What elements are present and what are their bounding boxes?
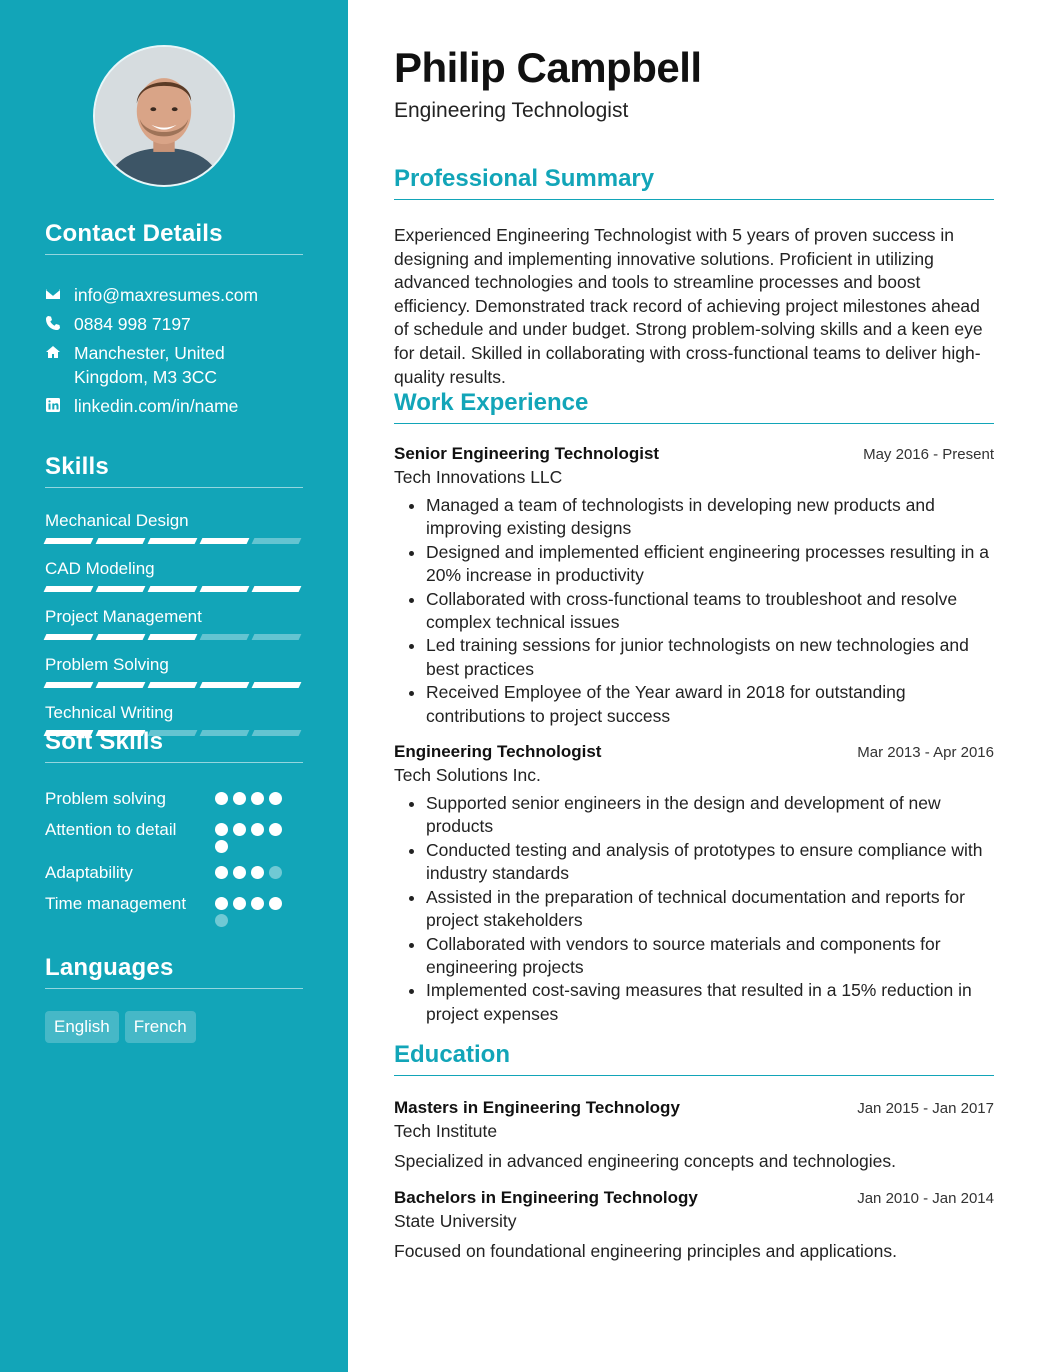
skill-level-segment (96, 682, 146, 688)
skill-level-segment (252, 634, 302, 640)
languages-title: Languages (45, 954, 303, 989)
profile-photo (95, 47, 233, 185)
job-title: Senior Engineering Technologist (394, 444, 660, 463)
skill-level-segment (96, 586, 146, 592)
job-bullet: • Collaborated with vendors to source materials and components for engineering projects (426, 933, 994, 980)
skill-item (45, 606, 303, 640)
education-entry (394, 1098, 994, 1172)
education-section (394, 1041, 994, 1262)
phone-icon (45, 315, 63, 333)
experience-title: Work Experience (394, 389, 994, 424)
skill-name: Mechanical Design (45, 511, 189, 530)
job-header (394, 444, 994, 464)
rating-dot (251, 866, 264, 879)
skill-item (45, 558, 303, 592)
job-bullet: • Assisted in the preparation of technical documentation and reports for project stakeholders (426, 886, 994, 933)
education-school: Tech Institute (394, 1121, 498, 1141)
contact-address-text (74, 341, 225, 389)
rating-dot (215, 914, 228, 927)
education-title: Education (394, 1041, 994, 1076)
education-description: Focused on foundational engineering principles and applications. (394, 1241, 897, 1261)
skill-name: Problem Solving (45, 655, 169, 674)
skill-level-segment (148, 586, 198, 592)
soft-skill-rating (215, 866, 295, 879)
jobs-list (394, 444, 994, 1026)
rating-dot (233, 897, 246, 910)
skill-name: CAD Modeling (45, 559, 155, 578)
education-school: State University (394, 1211, 517, 1231)
summary-section (394, 165, 994, 389)
skill-name: Project Management (45, 607, 202, 626)
skills-title: Skills (45, 453, 303, 488)
skills-list (45, 510, 303, 736)
rating-dot (233, 792, 246, 805)
skill-level-segment (148, 682, 198, 688)
candidate-name: Philip Campbell (394, 44, 702, 91)
contact-section (45, 220, 303, 423)
skill-level-bar (45, 538, 303, 544)
skill-level-segment (200, 634, 250, 640)
soft-skill-rating (215, 792, 295, 805)
contact-linkedin-text: linkedin.com/in/name (74, 396, 239, 416)
skill-level-segment (44, 634, 94, 640)
job-bullet: • Managed a team of technologists in developing new products and improving existing designs (426, 494, 994, 541)
contact-linkedin[interactable] (45, 394, 303, 418)
education-header (394, 1188, 994, 1208)
contact-address (45, 341, 303, 389)
sidebar (0, 0, 348, 1372)
rating-dot (215, 823, 228, 836)
skill-level-bar (45, 586, 303, 592)
contact-phone-text: 0884 998 7197 (74, 314, 191, 334)
rating-dot (215, 897, 228, 910)
job-bullet: • Conducted testing and analysis of prototypes to ensure compliance with industry standards (426, 839, 994, 886)
skill-level-segment (148, 634, 198, 640)
rating-dot (233, 823, 246, 836)
soft-skill-item (45, 861, 303, 884)
rating-dot (233, 866, 246, 879)
education-dates: Jan 2010 - Jan 2014 (857, 1190, 994, 1207)
rating-dot (251, 792, 264, 805)
job-bullet: • Designed and implemented efficient engineering processes resulting in a 20% increase in productivity (426, 541, 994, 588)
skill-item (45, 510, 303, 544)
home-icon (45, 344, 63, 362)
education-entry (394, 1188, 994, 1262)
summary-title: Professional Summary (394, 165, 994, 200)
contact-email[interactable] (45, 283, 303, 307)
soft-skill-name: Attention to detail (45, 820, 177, 839)
job-bullets (394, 494, 994, 728)
skills-section (45, 453, 303, 736)
candidate-title: Engineering Technologist (394, 99, 629, 122)
job-title: Engineering Technologist (394, 742, 602, 762)
address-line1: Manchester, United (74, 343, 225, 363)
job-bullet: • Received Employee of the Year award in 2018 for outstanding contributions to project success (426, 681, 994, 728)
skill-level-segment (252, 538, 302, 544)
soft-skills-section (45, 728, 303, 935)
skill-level-bar (45, 682, 303, 688)
skill-level-segment (200, 586, 250, 592)
skill-level-segment (96, 538, 146, 544)
education-list (394, 1098, 994, 1262)
rating-dot (215, 866, 228, 879)
education-description: Specialized in advanced engineering concepts and technologies. (394, 1151, 897, 1171)
rating-dot (215, 840, 228, 853)
soft-skill-item (45, 787, 303, 810)
job-bullets (394, 792, 994, 1026)
education-degree: Bachelors in Engineering Technology (394, 1188, 698, 1207)
job-dates: Mar 2013 - Apr 2016 (857, 744, 994, 762)
soft-skill-name: Problem solving (45, 789, 166, 808)
rating-dot (269, 866, 282, 879)
contact-email-text: info@maxresumes.com (74, 285, 259, 305)
languages-list (45, 1011, 303, 1043)
skill-level-segment (44, 682, 94, 688)
skill-level-segment (200, 538, 250, 544)
soft-skill-item (45, 818, 303, 853)
soft-skills-title: Soft Skills (45, 728, 303, 763)
linkedin-icon (45, 397, 63, 415)
avatar (93, 45, 235, 187)
education-dates: Jan 2015 - Jan 2017 (857, 1100, 994, 1117)
summary-text: Experienced Engineering Technologist with 5 years of proven success in designing and implementing innovative solutions. Proficient in utilizing advanced technologies and tools to streamline processes and boost efficiency. Demonstrated track record of achieving project milestones ahead of schedule and under budget. Strong problem-solving skills and a keen eye for detail. Skilled in collaborating with cross-functional teams to deliver high-quality results. (394, 225, 983, 387)
job-company: Tech Innovations LLC (394, 467, 563, 487)
job-bullet: • Collaborated with cross-functional teams to troubleshoot and resolve complex technical issues (426, 588, 994, 635)
languages-section (45, 954, 303, 1043)
envelope-icon (45, 286, 63, 304)
language-chip: English (45, 1011, 119, 1043)
job-bullet: • Implemented cost-saving measures that resulted in a 15% reduction in project expenses (426, 979, 994, 1026)
contact-title: Contact Details (45, 220, 303, 255)
job-header (394, 742, 994, 762)
soft-skill-rating (215, 897, 295, 927)
rating-dot (251, 823, 264, 836)
skill-level-segment (148, 538, 198, 544)
experience-section (394, 389, 994, 1026)
soft-skills-list (45, 787, 303, 927)
rating-dot (269, 897, 282, 910)
skill-name: Technical Writing (45, 703, 174, 722)
job-entry (394, 444, 994, 728)
job-company: Tech Solutions Inc. (394, 765, 541, 786)
skill-item (45, 654, 303, 688)
job-bullet: • Led training sessions for junior technologists on new technologies and best practices (426, 634, 994, 681)
soft-skill-name: Time management (45, 894, 187, 913)
skill-level-segment (96, 634, 146, 640)
skill-level-bar (45, 634, 303, 640)
rating-dot (269, 792, 282, 805)
rating-dot (215, 792, 228, 805)
soft-skill-name: Adaptability (45, 863, 133, 882)
education-degree: Masters in Engineering Technology (394, 1098, 680, 1117)
contact-phone[interactable] (45, 312, 303, 336)
contact-list (45, 283, 303, 418)
soft-skill-item (45, 892, 303, 927)
skill-level-segment (200, 682, 250, 688)
job-bullet: • Supported senior engineers in the design and development of new products (426, 792, 994, 839)
skill-level-segment (252, 682, 302, 688)
rating-dot (269, 823, 282, 836)
rating-dot (251, 897, 264, 910)
skill-level-segment (44, 538, 94, 544)
skill-level-segment (44, 586, 94, 592)
job-dates: May 2016 - Present (863, 446, 994, 463)
address-line2: Kingdom, M3 3CC (74, 367, 217, 387)
job-entry (394, 742, 994, 1026)
language-chip: French (125, 1011, 196, 1043)
soft-skill-rating (215, 823, 295, 853)
skill-level-segment (252, 586, 302, 592)
education-header (394, 1098, 994, 1118)
